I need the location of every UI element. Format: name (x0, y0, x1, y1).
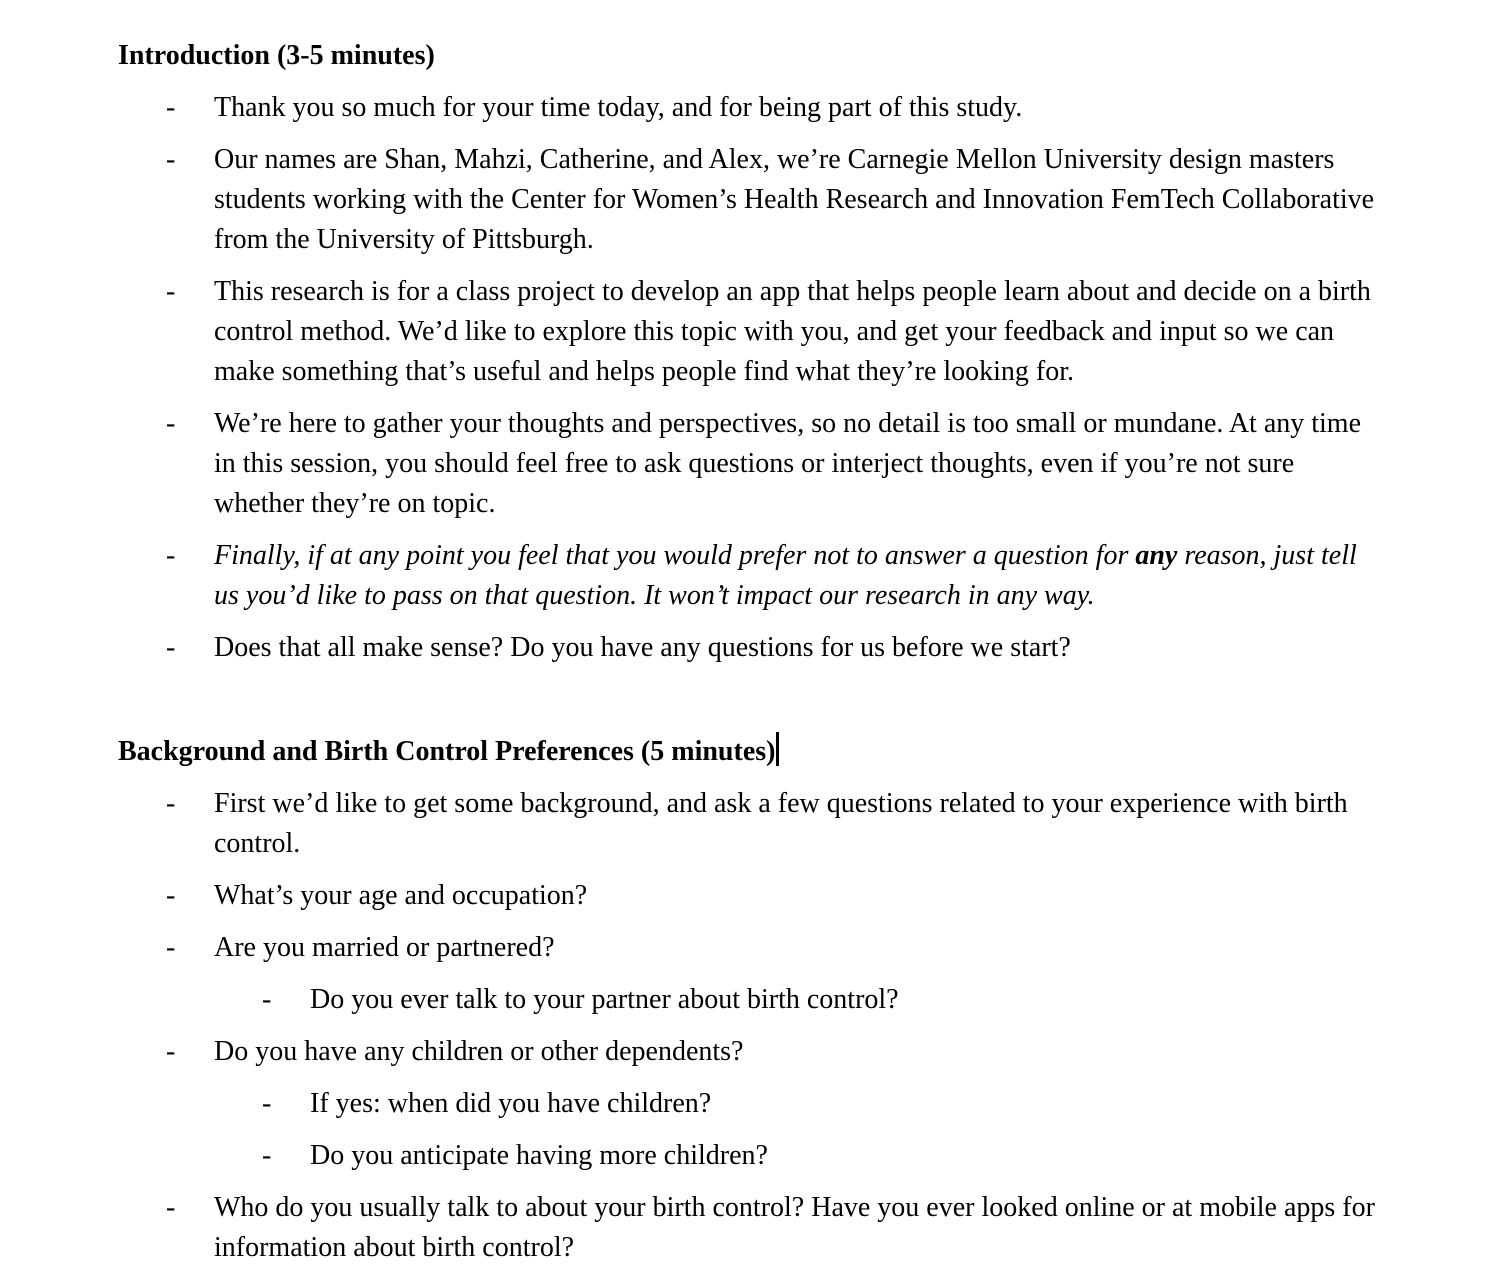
list-item-text: Our names are Shan, Mahzi, Catherine, and Alex, we’re Carnegie Mellon University design masters students working with the Center for Women’s Health Research and Innovation FemTech Collaborative from the University of Pittsburgh. (214, 144, 1375, 255)
bullet-dash: - (166, 1192, 176, 1223)
list-item-text: Thank you so much for your time today, and for being part of this study. (214, 92, 1023, 123)
sub-list-item (262, 1136, 1376, 1176)
list-item (166, 140, 1376, 260)
bullet-dash: - (166, 92, 176, 123)
bullet-dash: - (262, 984, 272, 1015)
list-item-text: Do you ever talk to your partner about birth control? (310, 984, 899, 1015)
list-item (166, 928, 1376, 968)
list-item-text-part: reason, just tell us you’d like to pass on that question. It won’t impact our research in any way. (214, 540, 1357, 611)
bullet-dash: - (262, 1140, 272, 1171)
bullet-dash: - (166, 408, 176, 439)
bullet-dash: - (166, 932, 176, 963)
bullet-dash: - (166, 632, 176, 663)
list-item-text: Do you anticipate having more children? (310, 1140, 768, 1171)
bullet-dash: - (166, 1036, 176, 1067)
bullet-dash: - (262, 1088, 272, 1119)
section-heading-text: Background and Birth Control Preferences (5 minutes) (118, 736, 776, 767)
list-item-text: Does that all make sense? Do you have any questions for us before we start? (214, 632, 1071, 663)
sub-list-item (262, 980, 1376, 1020)
bullet-dash: - (166, 144, 176, 175)
bullet-dash: - (166, 788, 176, 819)
bullet-dash: - (166, 276, 176, 307)
list-item (166, 628, 1376, 668)
bullet-dash: - (166, 540, 176, 571)
list-item-text: If yes: when did you have children? (310, 1088, 712, 1119)
list-item (166, 1188, 1376, 1268)
bullet-dash: - (166, 880, 176, 911)
list-item (166, 784, 1376, 864)
list-item-text: First we’d like to get some background, and ask a few questions related to your experience with birth control. (214, 788, 1348, 859)
sub-list-item (262, 1084, 1376, 1124)
list-item-text: Are you married or partnered? (214, 932, 555, 963)
emphasis-text: any (1135, 540, 1178, 571)
list-item-text: We’re here to gather your thoughts and perspectives, so no detail is too small or mundane. At any time in this session, you should feel free to ask questions or interject thoughts, even if you’re not sure whether they’re on topic. (214, 408, 1362, 519)
list-item-text: What’s your age and occupation? (214, 880, 588, 911)
list-item-text (214, 536, 1376, 616)
list-item (166, 1032, 1376, 1072)
list-item (166, 876, 1376, 916)
section-heading-background (118, 732, 779, 772)
list-item (166, 88, 1376, 128)
list-item (166, 404, 1376, 524)
list-item-text: Who do you usually talk to about your birth control? Have you ever looked online or at mobile apps for information about birth control? (214, 1192, 1375, 1263)
section-heading-introduction: Introduction (3-5 minutes) (118, 40, 435, 71)
list-item-text: This research is for a class project to develop an app that helps people learn about and decide on a birth control method. We’d like to explore this topic with you, and get your feedback and input so we can make something that’s useful and helps people find what they’re looking for. (214, 276, 1371, 387)
list-item-text: Do you have any children or other dependents? (214, 1036, 744, 1067)
list-item-text-part: Finally, if at any point you feel that you would prefer not to answer a question for (214, 540, 1136, 571)
text-cursor (776, 732, 779, 766)
list-item (166, 536, 1376, 616)
list-item (166, 272, 1376, 392)
